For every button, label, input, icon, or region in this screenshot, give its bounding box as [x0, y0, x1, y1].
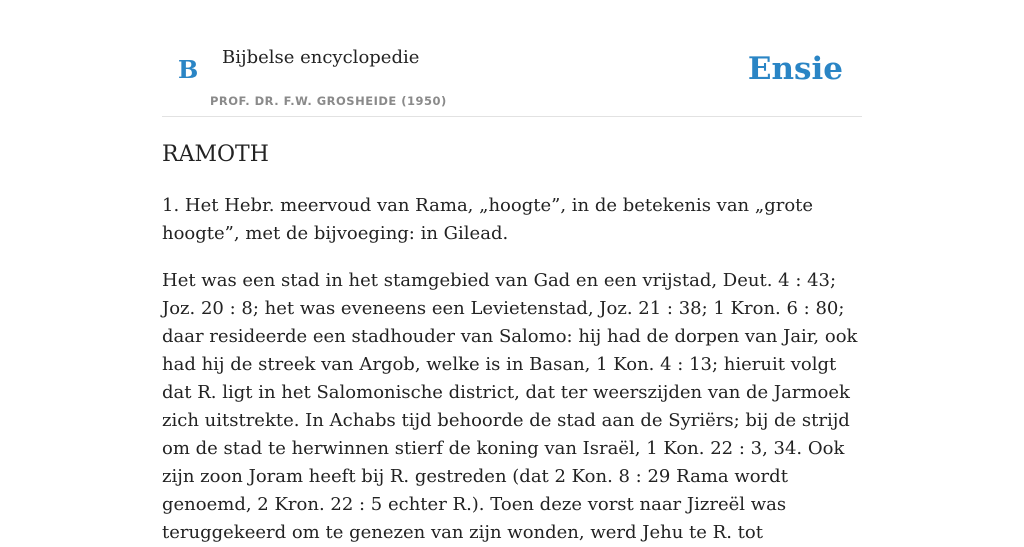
article: [162, 138, 862, 547]
article-paragraph: 1. Het Hebr. meervoud van Rama, „hoogte”, in de betekenis van „grote hoogte”, met de bijvoeging: in Gilead.: [162, 195, 814, 244]
book-author: PROF. DR. F.W. GROSHEIDE (1950): [210, 94, 447, 108]
article-paragraph: Het was een stad in het stamgebied van Gad en een vrijstad, Deut. 4 : 43; Joz. 20 : 8; het was eveneens een Levietenstad, Joz. 21 : 38; 1 Kron. 6 : 80; daar resideerde een stadhouder van Salomo: hij had de dorpen van Jair, ook had hij de streek van Argob, welke is in Basan, 1 Kon. 4 : 13; hieruit volgt dat R. ligt in het Salomonische district, dat ter weerszijden van de Jarmoek zich uitstrekte. In Achabs tijd behoorde de stad aan de Syriërs; bij de strijd om de stad te herwinnen stierf de koning van Israël, 1 Kon. 22 : 3, 34. Ook zijn zoon Joram heeft bij R. gestreden (dat 2 Kon. 8 : 29 Rama wordt genoemd, 2 Kron. 22 : 5 echter R.). Toen deze vorst naar Jizreël was teruggekeerd om te genezen van zijn wonden, werd Jehu te R. tot: [162, 270, 858, 543]
article-title: RAMOTH: [162, 142, 269, 167]
page-header: [162, 0, 862, 117]
book-title[interactable]: Bijbelse encyclopedie: [222, 47, 420, 68]
brand-logo-link[interactable]: Ensie: [747, 51, 843, 87]
book-logo[interactable]: B: [178, 55, 199, 84]
